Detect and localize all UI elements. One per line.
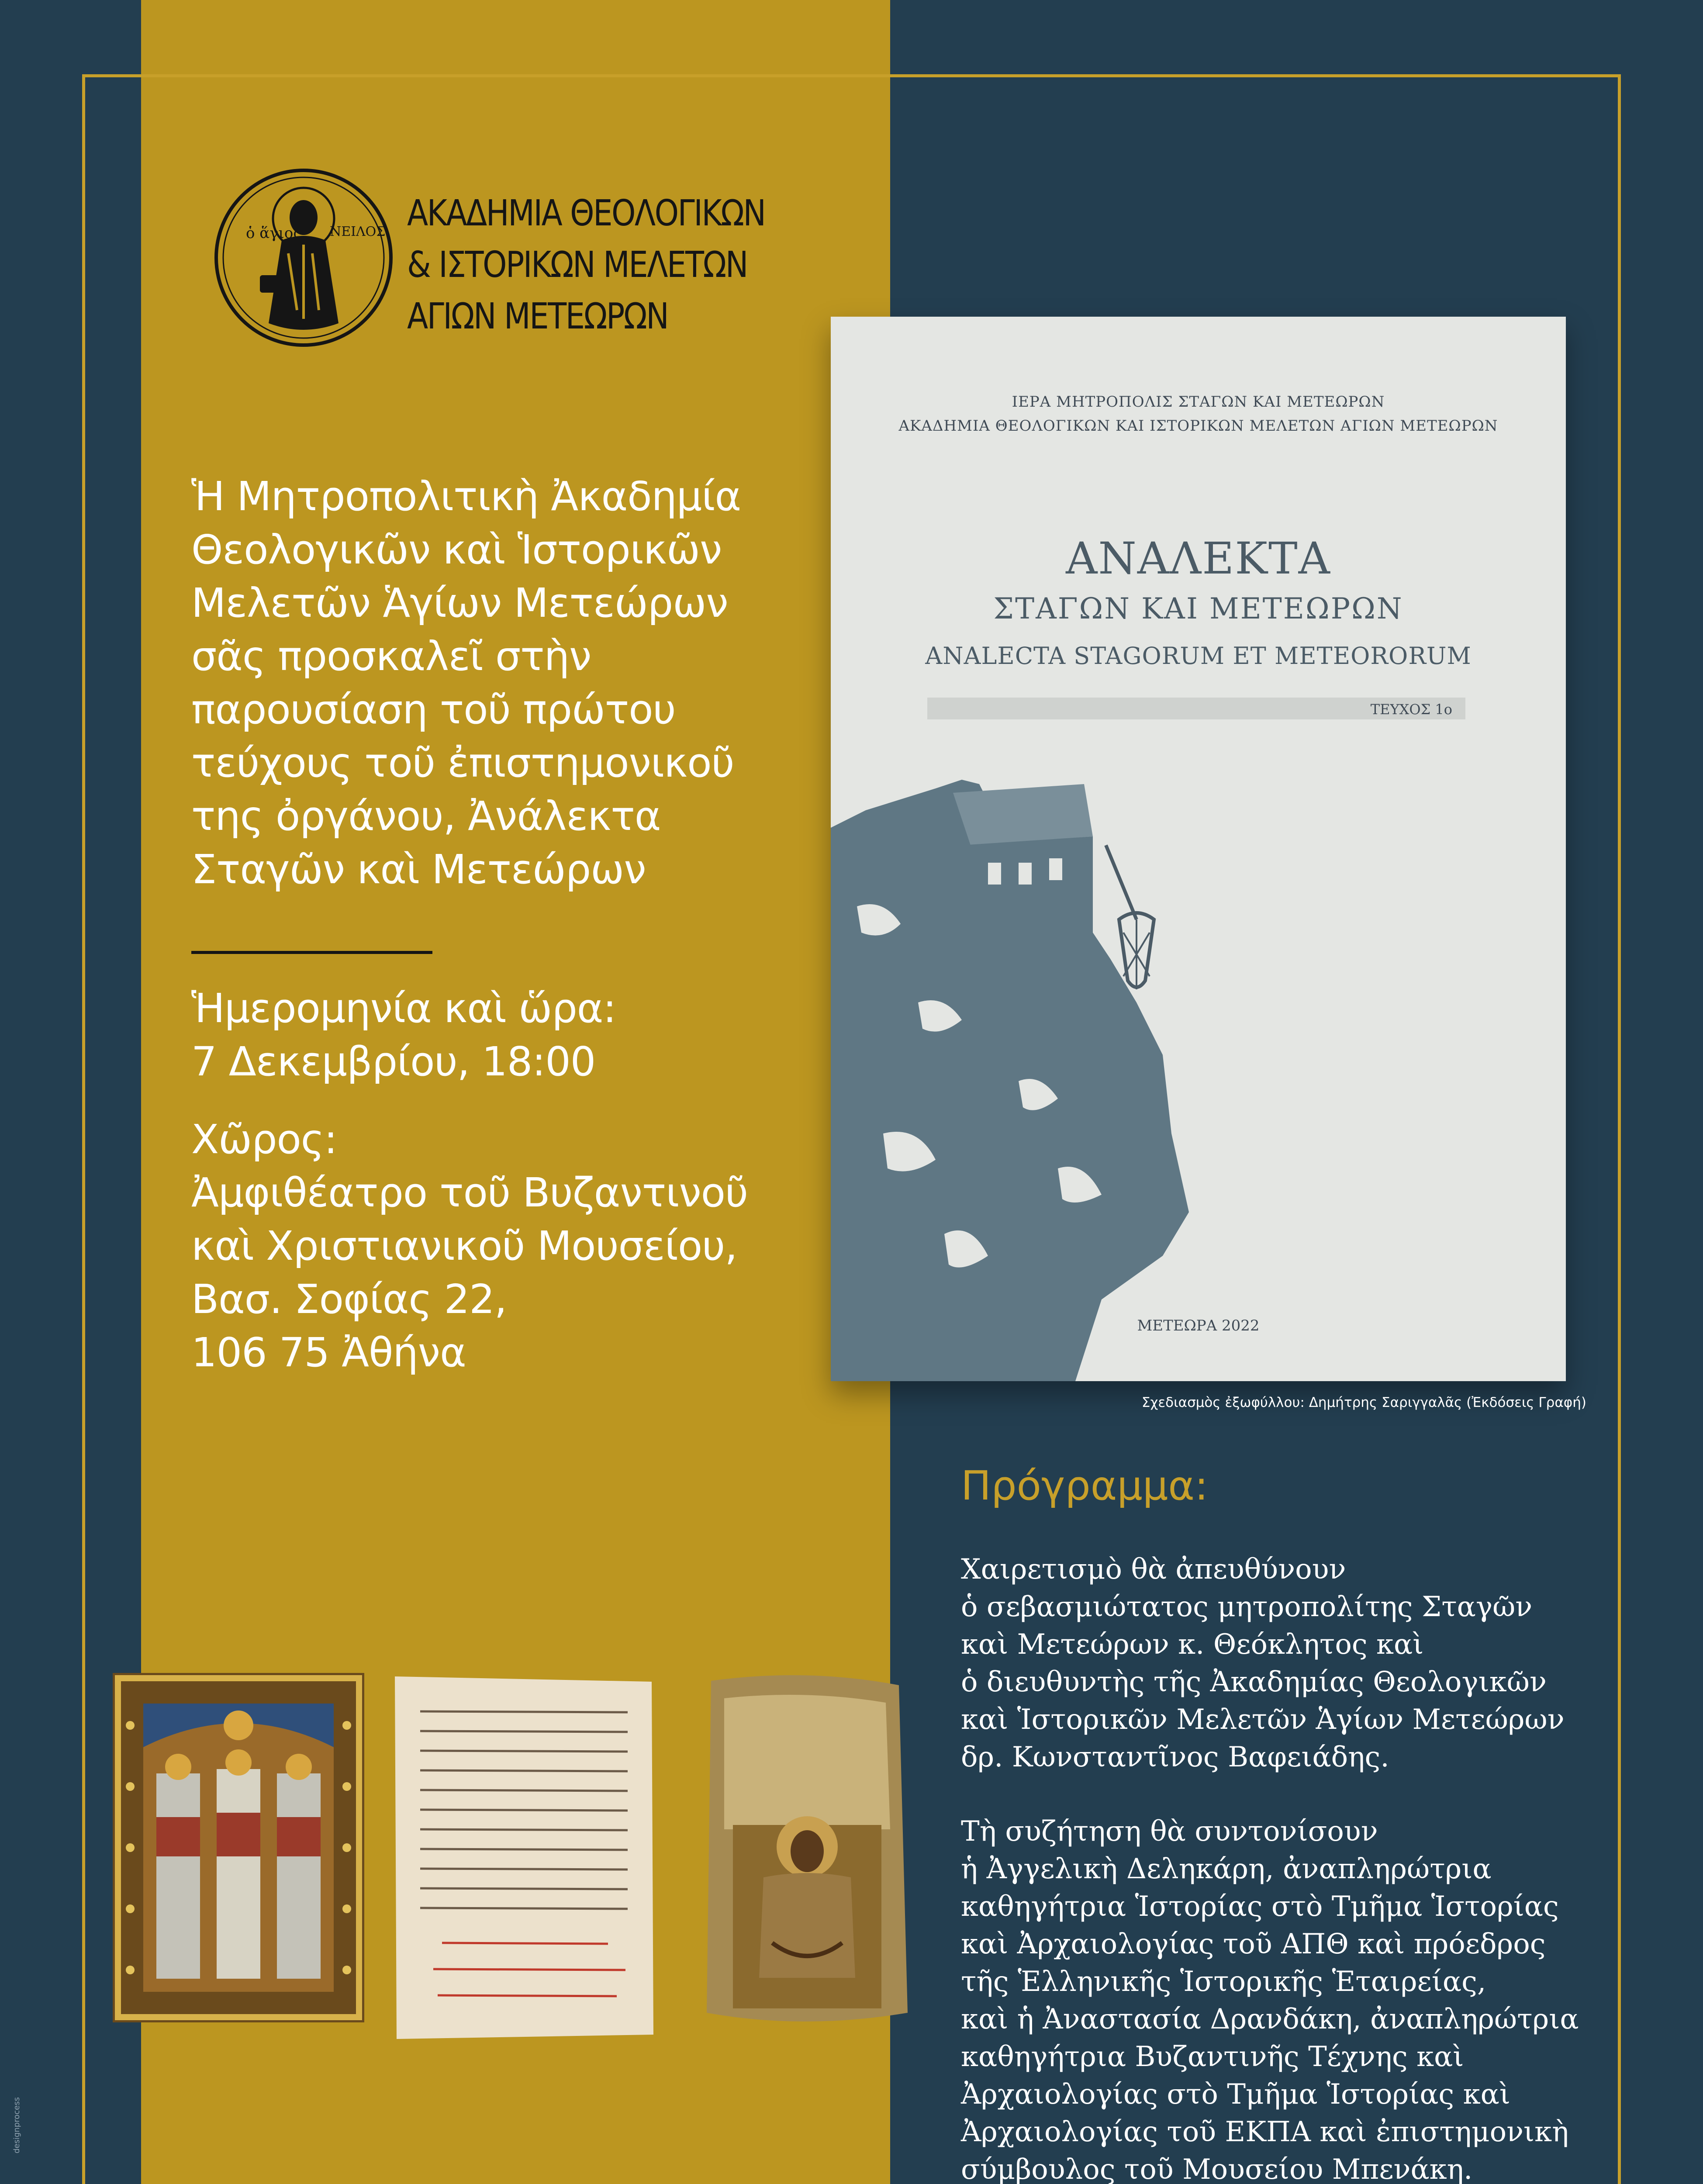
cover-latin-title: ANALECTA STAGORUM ET METEORORUM xyxy=(925,642,1472,670)
program-line: καὶ Ἀρχαιολογίας τοῦ ΑΠΘ καὶ πρόεδρος xyxy=(961,1928,1546,1960)
venue-label: Χῶρος: xyxy=(191,1116,337,1163)
program-line: καθηγήτρια Ἱστορίας στὸ Τμῆμα Ἱστορίας xyxy=(961,1890,1559,1923)
program-paragraph-discussion xyxy=(961,1813,1594,2184)
program-line: καὶ Ἱστορικῶν Μελετῶν Ἁγίων Μετεώρων xyxy=(961,1704,1565,1736)
venue-line: καὶ Χριστιανικοῦ Μουσείου, xyxy=(191,1223,737,1269)
seal-text-left: ὁ ἅγιος xyxy=(246,225,302,242)
cover-subtitle: ΣΤΑΓΩΝ ΚΑΙ ΜΕΤΕΩΡΩΝ xyxy=(993,592,1403,625)
academy-name-line: & ΙΣΤΟΡΙΚΩΝ ΜΕΛΕΤΩΝ xyxy=(407,244,747,286)
program-line: δρ. Κωνσταντῖνος Βαφειάδης. xyxy=(961,1741,1389,1773)
venue-line: Ἀμφιθέατρο τοῦ Βυζαντινοῦ xyxy=(191,1169,748,1216)
program-line: σύμβουλος τοῦ Μουσείου Μπενάκη. xyxy=(961,2153,1473,2184)
program-line: ὁ διευθυντὴς τῆς Ἀκαδημίας Θεολογικῶν xyxy=(961,1666,1547,1698)
program-line: καὶ Μετεώρων κ. Θεόκλητος καὶ xyxy=(961,1628,1424,1661)
intro-line: σᾶς προσκαλεῖ στὴν xyxy=(191,633,591,680)
academy-name-line: ΑΓΙΩΝ ΜΕΤΕΩΡΩΝ xyxy=(407,296,668,337)
cover-title: ΑΝΑΛΕΚΤΑ xyxy=(1066,533,1331,584)
intro-line: της ὀργάνου, Ἀνάλεκτα xyxy=(191,793,661,840)
academy-name-line: ΑΚΑΔΗΜΙΑ ΘΕΟΛΟΓΙΚΩΝ xyxy=(407,193,765,234)
program-line: Ἀρχαιολογίας στὸ Τμῆμα Ἱστορίας καὶ xyxy=(961,2078,1510,2111)
program-line: ὁ σεβασμιώτατος μητροπολίτης Σταγῶν xyxy=(961,1591,1533,1623)
designer-credit: designprocess xyxy=(12,2097,21,2153)
date-value: 7 Δεκεμβρίου, 18:00 xyxy=(191,1038,596,1085)
cover-publisher-line: ΑΚΑΔΗΜΙΑ ΘΕΟΛΟΓΙΚΩΝ ΚΑΙ ΙΣΤΟΡΙΚΩΝ ΜΕΛΕΤΩΝ ΑΓΙΩΝ ΜΕΤΕΩΡΩΝ xyxy=(898,417,1498,435)
manuscript-page-image xyxy=(390,1672,657,2042)
date-label: Ἡμερομηνία καὶ ὥρα: xyxy=(191,985,616,1032)
three-hierarchs-icon-image xyxy=(113,1673,364,2022)
seal-text-right: ΝΕΙΛΟΣ xyxy=(330,224,386,239)
intro-line: Μελετῶν Ἁγίων Μετεώρων xyxy=(191,580,728,626)
intro-line: παρουσίαση τοῦ πρώτου xyxy=(191,686,676,733)
cover-issue: ΤΕΥΧΟΣ 1ο xyxy=(1370,701,1452,718)
program-line: τῆς Ἑλληνικῆς Ἱστορικῆς Ἑταιρείας, xyxy=(961,1966,1486,1998)
cover-design-credit: Σχεδιασμὸς ἐξωφύλλου: Δημήτρης Σαριγγαλᾶς (Ἐκδόσεις Γραφή) xyxy=(1141,1395,1586,1410)
cover-publisher-line: ΙΕΡΑ ΜΗΤΡΟΠΟΛΙΣ ΣΤΑΓΩΝ ΚΑΙ ΜΕΤΕΩΡΩΝ xyxy=(1012,393,1385,411)
program-line: καὶ ἡ Ἀναστασία Δρανδάκη, ἀναπληρώτρια xyxy=(961,2003,1579,2035)
intro-line: Σταγῶν καὶ Μετεώρων xyxy=(191,846,646,893)
program-line: καθηγήτρια Βυζαντινῆς Τέχνης καὶ xyxy=(961,2041,1464,2073)
venue-line: 106 75 Ἀθήνα xyxy=(191,1329,466,1376)
invitation-text xyxy=(191,470,873,896)
intro-line: Θεολογικῶν καὶ Ἱστορικῶν xyxy=(191,526,722,573)
program-line: Ἀρχαιολογίας τοῦ ΕΚΠΑ καὶ ἐπιστημονικὴ xyxy=(961,2116,1569,2148)
intro-line: Ἡ Μητροπολιτικὴ Ἀκαδημία xyxy=(191,473,741,520)
venue-block xyxy=(191,1113,873,1379)
program-paragraph-greetings xyxy=(961,1551,1594,1776)
man-of-sorrows-icon-image xyxy=(698,1672,914,2025)
divider-rule xyxy=(191,951,432,954)
cover-place-year: ΜΕΤΕΩΡΑ 2022 xyxy=(1137,1317,1260,1334)
program-line: ἡ Ἀγγελικὴ Δεληκάρη, ἀναπληρώτρια xyxy=(961,1853,1492,1885)
program-line: Τὴ συζήτηση θὰ συντονίσουν xyxy=(961,1815,1378,1848)
academy-name xyxy=(407,188,768,342)
cover-issue-bar xyxy=(927,698,1465,719)
monastery-illustration xyxy=(831,775,1566,1381)
academy-seal-logo xyxy=(212,166,395,349)
program-line: Χαιρετισμὸ θὰ ἀπευθύνουν xyxy=(961,1553,1346,1586)
venue-line: Βασ. Σοφίας 22, xyxy=(191,1276,507,1323)
date-block xyxy=(191,982,873,1089)
intro-line: τεύχους τοῦ ἐπιστημονικοῦ xyxy=(191,740,734,786)
book-cover xyxy=(831,317,1566,1381)
program-heading: Πρόγραμμα: xyxy=(961,1462,1209,1509)
